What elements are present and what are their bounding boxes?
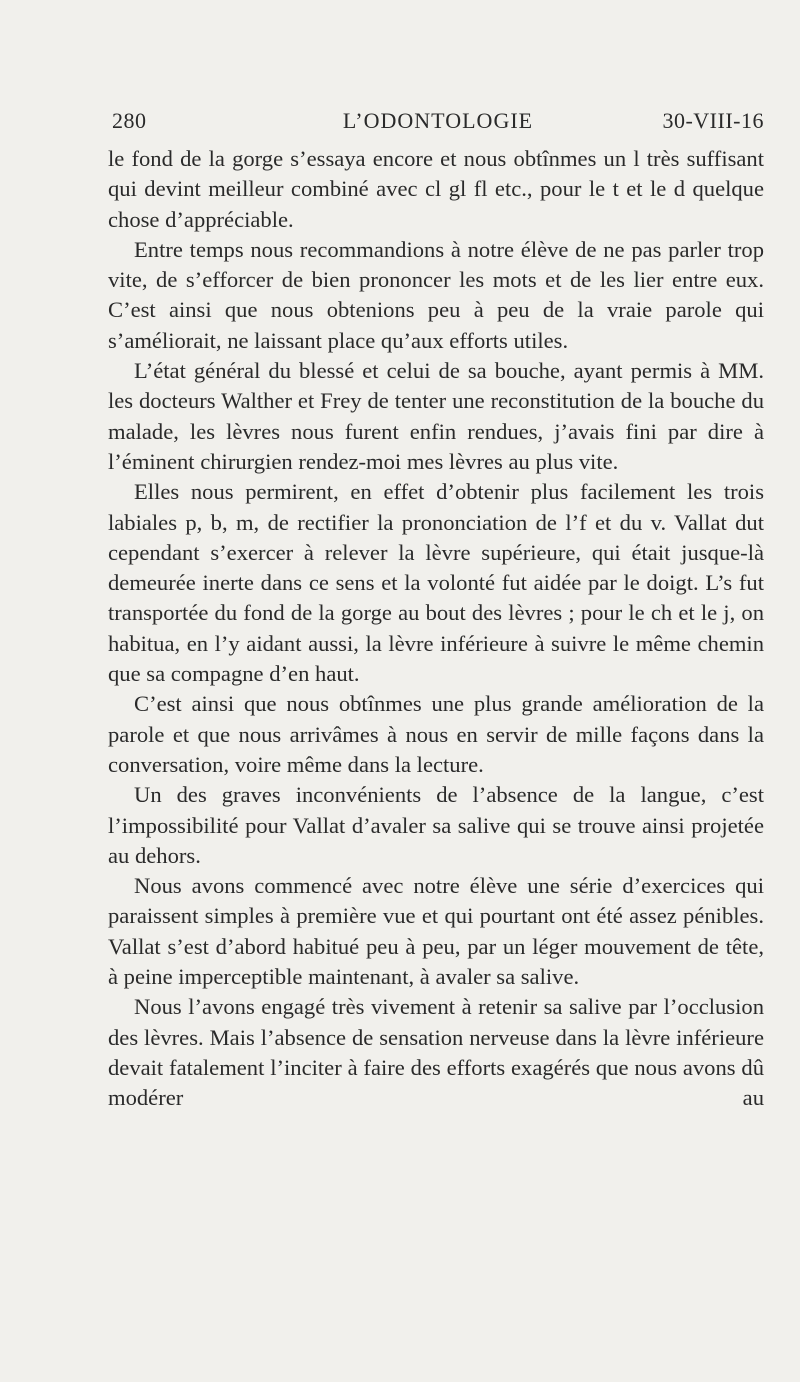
paragraph: Nous avons commencé avec notre élève une série d’exercices qui paraissent simples à première vue et qui pourtant ont été assez pénibles. Vallat s’est d’abord habitué peu à peu, par un léger mouvement de tête, à peine imperceptible maintenant, à avaler sa salive. xyxy=(108,873,764,990)
journal-title: L’ODONTOLOGIE xyxy=(342,108,534,133)
paragraph: Nous l’avons engagé très vivement à retenir sa salive par l’occlusion des lèvres. Mais l’absence de sensation nerveuse dans la lèvre inférieure devait fatalement l’inciter à faire des efforts exagérés que nous avons dû modérer au xyxy=(108,994,764,1111)
paragraph: Entre temps nous recommandions à notre élève de ne pas parler trop vite, de s’efforcer de bien prononcer les mots et de les lier entre eux. C’est ainsi que nous obtenions peu à peu de la vraie parole qui s’améliorait, ne laissant place qu’aux efforts utiles. xyxy=(108,236,764,353)
paragraph: L’état général du blessé et celui de sa bouche, ayant permis à MM. les docteurs Walther et Frey de tenter une reconstitution de la bouche du malade, les lèvres nous furent enfin rendues, j’avais fini par dire à l’éminent chirurgien rendez-moi mes lèvres au plus vite. xyxy=(108,358,764,474)
paragraph: Elles nous permirent, en effet d’obtenir plus facilement les trois labiales p, b, m, de rectifier la prononciation de l’f et du v. Vallat dut cependant s’exercer à relever la lèvre supérieure, qui était jusque-là demeurée inerte dans ce sens et la volonté fut aidée par le doigt. L’s fut transportée du fond de la gorge au bout des lèvres ; pour le ch et le j, on habitua, en l’y aidant aussi, la lèvre inférieure à suivre le même chemin que sa compagne d’en haut. xyxy=(108,479,764,687)
page-number: 280 xyxy=(112,108,147,133)
running-head xyxy=(112,108,764,142)
issue-date: 30-VIII-16 xyxy=(662,108,764,133)
body-text xyxy=(108,144,764,1114)
paragraph: Un des graves inconvénients de l’absence de la langue, c’est l’impossibilité pour Vallat d’avaler sa salive qui se trouve ainsi projetée au dehors. xyxy=(108,782,764,868)
paragraph-continued: le fond de la gorge s’essaya encore et nous obtînmes un l très suffisant qui devint meilleur combiné avec cl gl fl etc., pour le t et le d quelque chose d’appréciable. xyxy=(108,146,764,232)
paragraph: C’est ainsi que nous obtînmes une plus grande amélioration de la parole et que nous arrivâmes à nous en servir de mille façons dans la conversation, voire même dans la lecture. xyxy=(108,691,764,777)
